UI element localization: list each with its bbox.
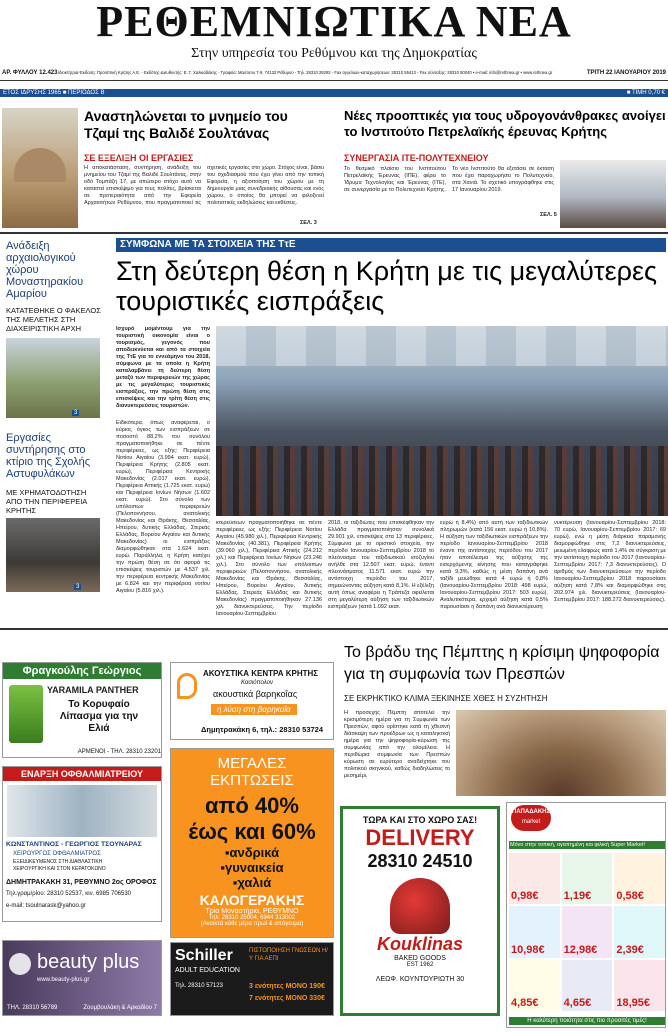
year-founded: ΕΤΟΣ ΙΔΡΥΣΗΣ 1965 ■ ΠΕΡΙΟΔΟΣ Β <box>3 90 105 96</box>
ad-kalogerakis-l3: από 40% <box>205 793 299 818</box>
product-tile <box>509 906 560 957</box>
masthead-subtitle: Στην υπηρεσία του Ρεθύμνου και της Δημοκρατίας <box>191 46 477 61</box>
conference-photo <box>560 160 666 228</box>
ad-akoustika[interactable] <box>170 662 334 740</box>
product-tile <box>562 853 613 904</box>
fertilizer-bag-icon <box>9 685 43 743</box>
ad-ofthalmiatreio-title: ΕΝΑΡΞΗ ΟΦΘΑΛΜΙΑΤΡΕΙΟΥ <box>3 767 161 781</box>
article1-title[interactable]: Αναστηλώνεται το μνημείο του Τζαμί της Βαλιδέ Σουλτάνας <box>84 108 288 141</box>
ad-kalogerakis-item: ▪ανδρικά <box>224 845 280 860</box>
product-tile <box>562 906 613 957</box>
ad-papadakis-footer: Η καλύτερη ποιότητα στις πιο προσιτές τιμές! <box>509 1017 665 1025</box>
ad-beauty-name: beauty plus <box>37 951 140 973</box>
sidebar1-sub: ΚΑΤΑΤΕΘΗΚΕ Ο ΦΑΚΕΛΟΣ ΤΗΣ ΜΕΛΕΤΗΣ ΣΤΗ ΔΙΑΧΕΙΡΙΣΤΙΚΗ ΑΡΧΗ <box>6 306 101 333</box>
article2-page-ref[interactable]: ΣΕΛ. 5 <box>540 212 557 218</box>
ad-koukliinas-sub: BAKED GOODS <box>394 955 446 962</box>
ad-schiller[interactable] <box>170 942 334 1016</box>
ear-icon <box>177 673 197 699</box>
product-tile <box>614 853 665 904</box>
product-price: 4,85€ <box>511 996 539 1009</box>
lead-title[interactable]: Στη δεύτερη θέση η Κρήτη με τις μεγαλύτερες τουριστικές εισπράξεις <box>116 256 658 316</box>
lead-kicker: ΣΥΜΦΩΝΑ ΜΕ ΤΑ ΣΤΟΙΧΕΙΑ ΤΗΣ ΤτΕ <box>120 239 296 250</box>
divider <box>0 80 668 81</box>
ad-koukliinas-est: EST 1962 <box>406 962 434 968</box>
ad-schiller-tag: ΠΙΣΤΟΠΟΙΗΣΗ ΓΝΩΣΕΩΝ Η/Υ ΓΙΑ ΑΕΠΙ <box>249 948 328 962</box>
lead-kicker-bar <box>116 238 666 252</box>
ad-akoustika-title: ΑΚΟΥΣΤΙΚΑ ΚΕΝΤΡΑ ΚΡΗΤΗΣ <box>203 669 319 678</box>
masthead-title: ΡΕΘΕΜΝΙΩΤΙΚΑ ΝΕΑ <box>96 0 572 46</box>
ad-ofthalmiatreio-names: ΚΩΝΣΤΑΝΤΙΝΟΣ - ΓΕΩΡΓΙΟΣ ΤΣΟΥΝΑΡΑΣ <box>6 841 142 848</box>
ad-kalogerakis-item: ▪γυναικεία <box>220 860 284 875</box>
product-price: 0,98€ <box>511 890 539 903</box>
ad-frangoulis-addr: ΑΡΜΕΝΟΙ - ΤΗΛ. 28310 23201 <box>77 749 161 755</box>
product-tile <box>509 960 560 1011</box>
lead-col4: ευρώ ή 8,4%) από αυτή των ταξιδιωτικών πληρωμών (κατά 156 εκατ. ευρώ ή 10,8%). Η αύξηση των ταξιδιωτικών εισπράξεων την περίοδο Ιανουαρίου-Σεπτεμβρίου 2018 έναντι της αντίστοιχης περιόδου του 2017 ήταν αποτέλεσμα της αύξησης της εισερχόμενης κίνησης που καταγράφηκε κατά 9,3%, καθώς η μέση δαπάνη ανά ταξίδι μειώθηκε κατά 4 ευρώ ή 0,8% (Ιανουαρίου-Σεπτεμβρίου 2018: 498 ευρώ, Ιανουαρίου-Σεπτεμβρίου 2017: 503 ευρώ). Αναλυτικότερα, ερχομό αύξηση κατά 0,5% παρουσίασε η δαπάνη ανά διανυκτέρευση <box>440 520 548 610</box>
ad-ofthalmiatreio-email: e-mail: tsoulnarask@yahoo.gr <box>6 903 86 909</box>
ad-ofthalmiatreio-addr: ΔΗΜΗΤΡΑΚΑΚΗ 31, ΡΕΘΥΜΝΟ 2ος ΟΡΟΦΟΣ <box>6 879 157 886</box>
ad-kalogerakis-l4: έως και 60% <box>188 819 316 844</box>
ad-koukliinas-delivery: DELIVERY <box>365 825 475 850</box>
product-price: 0,58€ <box>616 890 644 903</box>
sidebar1-page: 3 <box>74 410 78 416</box>
issue-number: ΑΡ. ΦΥΛΛΟΥ 12.423 <box>2 70 58 76</box>
ad-beauty-plus[interactable] <box>2 940 162 1016</box>
ad-schiller-p1: 3 ενότητες ΜΟΝΟ 190€ <box>249 983 325 990</box>
ad-schiller-phone: Τηλ. 28310 57123 <box>175 983 223 989</box>
info-bar <box>0 68 668 78</box>
divider <box>0 232 668 234</box>
sidebar2-sub: ΜΕ ΧΡΗΜΑΤΟΔΟΤΗΣΗ ΑΠΟ ΤΗΝ ΠΕΡΙΦΕΡΕΙΑ ΚΡΗΤΗΣ <box>6 488 87 515</box>
sidebar2-title[interactable]: Εργασίες συντήρησης στο κτίριο της Σχολής Αστυφυλάκων <box>6 432 91 480</box>
product-price: 10,98€ <box>511 943 545 956</box>
papadakis-logo <box>511 805 551 831</box>
article1-page-ref[interactable]: ΣΕΛ. 3 <box>300 220 317 226</box>
ad-ofthalmiatreio-role: ΧΕΙΡΟΥΡΓΟΣ ΟΦΘΑΛΜΙΑΤΡΟΣ <box>13 851 101 857</box>
ad-kalogerakis-phone: Τηλ: 28310 25004, 6944 313002 <box>208 915 296 921</box>
article1-body: Η αποκατάσταση, συντήρηση, ανάδειξη του μνημείου του Τζαμί της Βαλιδέ Σουλτάνας, στην οδό Τομπάζη 17, με απώτερο στόχο αυτό να καταστεί επισκέψιμο για τους πολίτες, βρίσκεται σε προτεραιότητα από την Εφορεία Αρχαιοτήτων Ρεθύμνου, που πραγματοποιεί τις σχετικές εργασίες στο χώρο. Στόχος είναι, βάσει του σχεδιασμού που έχει γίνει από την τοπική Εφορεία, η αξιοποίηση του χώρου με τη δημιουργία μιας συνεδριακής αίθουσας και ενός χώρου, ο οποίος θα μπορεί να φιλοξενεί πολιτιστικές εκδηλώσεις και εκθέσεις. <box>84 165 324 206</box>
product-tile <box>509 853 560 904</box>
product-tile <box>614 906 665 957</box>
ad-koukliinas-addr: ΛΕΩΦ. ΚΟΥΝΤΟΥΡΙΩΤΗ 30 <box>375 976 465 983</box>
price: ■ ΤΙΜΗ 0,70 € <box>626 90 665 96</box>
ad-koukliinas[interactable] <box>340 806 500 1016</box>
ad-kalogerakis-item: ▪χαλιά <box>232 875 272 890</box>
mosque-photo <box>2 108 78 228</box>
ad-akoustika-sub: ακουστικά βαρηκοΐας <box>213 689 298 699</box>
sidebar2-page: 3 <box>76 584 80 590</box>
ad-kalogerakis-note: (Ανοικτά κάθε μέρα πρωί & απόγευμα) <box>200 921 304 927</box>
product-tile <box>562 960 613 1011</box>
ad-schiller-name: Schiller <box>175 947 233 964</box>
ad-akoustika-addr: Δημητρακάκη 6, τηλ.: 28310 53724 <box>201 725 324 734</box>
lead-col3: 2018, οι ταξιδιώτες που επισκέφθηκαν την Ελλάδα πραγματοποίησαν συνολικά 29.901 χιλ. επισκέψεις στα 13 περιφέρειες. Σύμφωνα με το οριστικό στοιχεία, την περίοδο Ιανουαρίου-Σεπτεμβρίου 2018 το πλεόνασμα του ταξιδιωτικού ισοζυγίου ανήλθε στα 12.507 εκατ. ευρώ, έναντι πλεονάσματος 11.571 εκατ. ευρώ την αντίστοιχη περίοδο του 2017, σημειώνοντας αύξηση κατά 8,1%. Η εξέλιξη αυτή όπως αναφέρει η Τράπεζα οφείλεται στη μεγαλύτερη αύξηση των ταξιδιωτικών εισπράξεων (κατά 1.092 εκατ. <box>328 520 434 610</box>
article2-title[interactable]: Νέες προοπτικές για τους υδρογονάνθρακες ανοίγει το Ινστιτούτο Πετρελαϊκής έρευνας Κρήτης <box>344 108 666 139</box>
ad-ofthalmiatreio-spec1: ΕΞΕΙΔΙΚΕΥΜΕΝΟΣ ΣΤΗ ΔΙΑΘΛΑΣΤΙΚΗ <box>13 859 103 865</box>
article2-body: Το θεσμικό πλαίσιο του Ινστιτούτου Πετρελαϊκής Έρευνας (ΙΠΕ), φέρει το Ίδρυμα Τεχνολογίας και Έρευνας (ΙΤΕ), σε συνεργασία με το Πολυτεχνείο Κρήτης. Το νέο Ινστιτούτο θα εξετάσει σε έκταση που έχει παραχωρήσει το Πολυτεχνείο, στα Χανιά. Το σχετικό υπογράφθηκε στις 17 Ιανουαρίου 2019. <box>344 166 554 193</box>
ad-kalogerakis-l1: ΜΕΓΑΛΕΣ <box>217 755 287 772</box>
ad-beauty-addr: Ζουμβουλάκη & Αρκαδίου 7 <box>83 1005 157 1011</box>
ad-kalogerakis[interactable] <box>170 748 334 938</box>
article3-kicker: ΣΕ ΕΚΡΗΚΤΙΚΟ ΚΛΙΜΑ ΞΕΚΙΝΗΣΕ ΧΘΕΣ Η ΣΥΖΗΤΗΣΗ <box>344 694 548 703</box>
ad-koukliinas-top: ΤΩΡΑ ΚΑΙ ΣΤΟ ΧΩΡΟ ΣΑΣ! <box>362 815 478 825</box>
lead-intro: Ισχυρό μομέντουμ για την τουριστική οικονομία είναι ο τουρισμός, γεγονός που αποδεικνύεται και από τα στοιχεία της ΤτΕ για το εννεάμηνο του 2018, σύμφωνα με τα οποία η Κρήτη καταλαμβάνει τη δεύτερη θέση μεταξύ των περιφερειών της χώρας με τις μεγαλύτερες τουριστικές εισπράξεις, την πρώτη θέση στις επισκέψεις και την τρίτη θέση στις διανυκτερεύσεις τουριστών. <box>116 326 210 409</box>
ad-ofthalmiatreio-phone: Τηλ.γραμ/ρίου: 28310 52537, κιν. 6985 706530 <box>6 891 132 897</box>
clinic-photo <box>7 785 157 837</box>
article3-body: Η προσεχής Πέμπτη αποτελεί την κρισιμότερη ημέρα για τη Συμφωνία των Πρεσπών, αφού ορίστηκε κατά τη χθεσινή διάσκεψη των προέδρων ως η καταληκτική ημέρα για την ψηφοφορία-κύρωση της συμφωνίας από την ολομέλεια. Η περιθώρια συμφωνία των Πρεσπών κύρωση σε ευρύτερο αναδείχτηκε του πολιτικού σκηνικού, καθώς διαδηλώσεις το μεσημέρι, <box>344 710 450 779</box>
ad-kalogerakis-l2: ΕΚΠΤΩΣΕΙΣ <box>210 772 294 789</box>
police-school-photo <box>6 518 100 592</box>
ad-frangoulis-product: YARAMILA PANTHER <box>47 685 139 695</box>
product-price: 18,95€ <box>616 996 650 1009</box>
divider <box>0 628 668 630</box>
airport-photo <box>216 326 668 516</box>
parliament-photo <box>456 710 666 796</box>
ad-koukliinas-phone: 28310 24510 <box>367 851 473 871</box>
rooster-icon <box>390 878 450 934</box>
ad-schiller-p2: 7 ενότητες ΜΟΝΟ 330€ <box>249 995 325 1002</box>
beauty-logo-icon <box>9 953 31 975</box>
lead-col2: κτερεύσεων πραγματοποιήθηκε σε πέντε περιφέρειες ως εξής: Περιφέρεια Νοτίου Αιγαίου (45.980 χιλ.), Περιφέρεια Κεντρικής Μακεδονίας (40.381), Περιφέρεια Κρήτης (39.060 χιλ.), Περιφέρεια Αττικής (24.212 χιλ.) και Περιφέρεια Ιονίων Νήσων (23.246 χιλ.). Στο σύνολο των υπόλοιπων περιφερειών (Πελοποννήσου, ανατολικής Μακεδονίας και Θράκης, Θεσσαλίας, Ηπείρου, Βορείου Αιγαίου, δυτικής Ελλάδας, Στερεάς Ελλάδας και δυτικής Μακεδονίας) πραγματοποιήθηκαν 27.136 χιλ. διανυκτερεύσεις. Την περίοδο Ιανουαρίου-Σεπτεμβρίου <box>216 520 322 617</box>
product-tile <box>614 960 665 1011</box>
ad-frangoulis-name: Φραγκούλης Γεώργιος <box>3 663 161 679</box>
archaeology-photo <box>6 338 100 418</box>
article1-kicker: ΣΕ ΕΞΕΛΙΞΗ ΟΙ ΕΡΓΑΣΙΕΣ <box>84 153 194 163</box>
lead-col1: Ειδικότερα, όπως αναφέρεται, ο κύριος όγκος των εισπράξεων σε ποσοστό 88,2% του συνόλου πραγματοποιήθηκε σε πέντε περιφέρειες, ως εξής: Περιφέρεια Νοτίου Αιγαίου (3.994 εκατ. ευρώ), Περιφέρεια Κρήτης (2.805 εκατ. ευρώ), Περιφέρεια Κεντρικής Μακεδονίας (2.017 εκατ. ευρώ), Περιφέρεια Αττικής (1.725 εκατ. ευρώ) και Περιφέρεια Ιονίων Νήσων (1.602 εκατ. ευρώ). Στο σύνολο των υπόλοιπων περιφερειών (Πελοποννήσου, ανατολικής Μακεδονίας και Θράκης, Θεσσαλίας, Ηπείρου, δυτικής Ελλάδας, Στερεάς Ελλάδας, Βορείου Αιγαίου και δυτικής Μακεδονίας) οι εισπράξεις διαμορφώθηκαν στα 1.624 εκατ. ευρώ. Παράλληλα, η Κρήτη κατέχει την πρώτη θέση σε ότι αφορά τις επισκέψεις τουριστών με 4.537 χιλ. την περιφέρεια κεντρικής Μακεδονίας με 6.824 και την περιφέρεια νοτίου Αιγαίου (5.816 χιλ.). <box>116 420 210 594</box>
ad-akoustika-brand: Κασιόπολον <box>241 680 273 686</box>
article3-title[interactable]: Το βράδυ της Πέμπτης η κρίσιμη ψηφοφορία για τη συμφωνία των Πρεσπών <box>344 644 660 683</box>
ad-papadakis-sub: market <box>521 819 541 825</box>
ad-koukliinas-brand: Kouklinas <box>376 934 464 954</box>
year-bar <box>0 89 668 97</box>
sidebar1-title[interactable]: Ανάδειξη αρχαιολογικού χώρου Μοναστηρακίου Αμαρίου <box>6 240 84 300</box>
product-grid <box>509 853 665 1011</box>
ad-beauty-phone: ΤΗΛ. 28310 56789 <box>7 1005 58 1011</box>
ad-frangoulis[interactable] <box>2 662 162 758</box>
ad-akoustika-slogan: η λύση στη βαρηκοΐα <box>211 704 297 715</box>
publisher-info: Ιδιοκτήτρια-Έκδοση: Προοπτική Κρήτης Α.Ε. - Εκδότης-Διευθυντής: Ε. Γ. Χαλκιαδάκης - Γραφεία: Μαύτσου 7-9, 74132 Ρέθυμνο - Τηλ. 28310 29292 - Fax αγγελιών-καταχωρήσεων: 28310 55413 - Fax σύνταξης: 28310 50040 • e-mail: info@rethnea.gr • www.rethnea.gr <box>58 70 553 75</box>
issue-date: ΤΡΙΤΗ 22 ΙΑΝΟΥΑΡΙΟΥ 2019 <box>586 70 666 76</box>
lead-col5: νυκτέρευση (Ιανουαρίου-Σεπτεμβρίου 2018: 70 ευρώ, Ιανουαρίου-Σεπτεμβρίου 2017: 69 ευρώ), ενώ η μέση διάρκεια παραμονής διαμορφώθηκε στις 7,2 διανυκτερεύσεις, μειωμένη ελαφρώς κατά 1,4% σε σύγκριση με την αντίστοιχη περίοδο του 2017 (Ιανουαρίου-Σεπτεμβρίου 2017: 7,3 διανυκτερεύσεις). Ο αριθμός των διανυκτερεύσεων την περίοδο Ιανουαρίου-Σεπτεμβρίου 2018 παρουσίασε αύξηση κατά 7,8% και διαμορφώθηκε στις 202.974 χιλ. διανυκτερεύσεις (Ιανουαρίου-Σεπτεμβρίου 2017: 188.272 διανυκτερεύσεις). <box>554 520 666 603</box>
ad-beauty-url: www.beauty-plus.gr <box>37 977 90 983</box>
ad-papadakis-offer: Μόνο στην τοπική, αγαπημένη και φιλική Super Market! <box>509 841 665 849</box>
product-price: 1,19€ <box>563 890 592 903</box>
product-price: 12,98€ <box>563 943 598 956</box>
ad-ofthalmiatreio-spec2: ΧΕΙΡΟΥΡΓΙΚΗ ΚΑΙ ΣΤΟΝ ΚΕΡΑΤΟΚΩΝΟ <box>13 866 106 872</box>
ad-frangoulis-desc: Το Κορυφαίο Λίπασμα για την Ελιά <box>59 699 139 734</box>
ad-papadakis[interactable] <box>506 802 666 1028</box>
product-price: 2,39€ <box>616 943 644 956</box>
product-price: 4,65€ <box>563 996 592 1009</box>
ad-schiller-sub: ADULT EDUCATION <box>175 967 240 974</box>
ad-ofthalmiatreio[interactable] <box>2 766 162 922</box>
ad-kalogerakis-name: ΚΑΛΟΓΕΡΑΚΗΣ <box>199 892 305 908</box>
ad-papadakis-brand: ΠΑΠΑΔΑΚΗΣ <box>511 809 551 815</box>
ad-kalogerakis-addr: Τρία Μοναστήρια, ΡΕΘΥΜΝΟ <box>205 908 299 915</box>
article2-kicker: ΣΥΝΕΡΓΑΣΙΑ ΙΤΕ-ΠΟΛΥΤΕΧΝΕΙΟΥ <box>344 153 489 163</box>
